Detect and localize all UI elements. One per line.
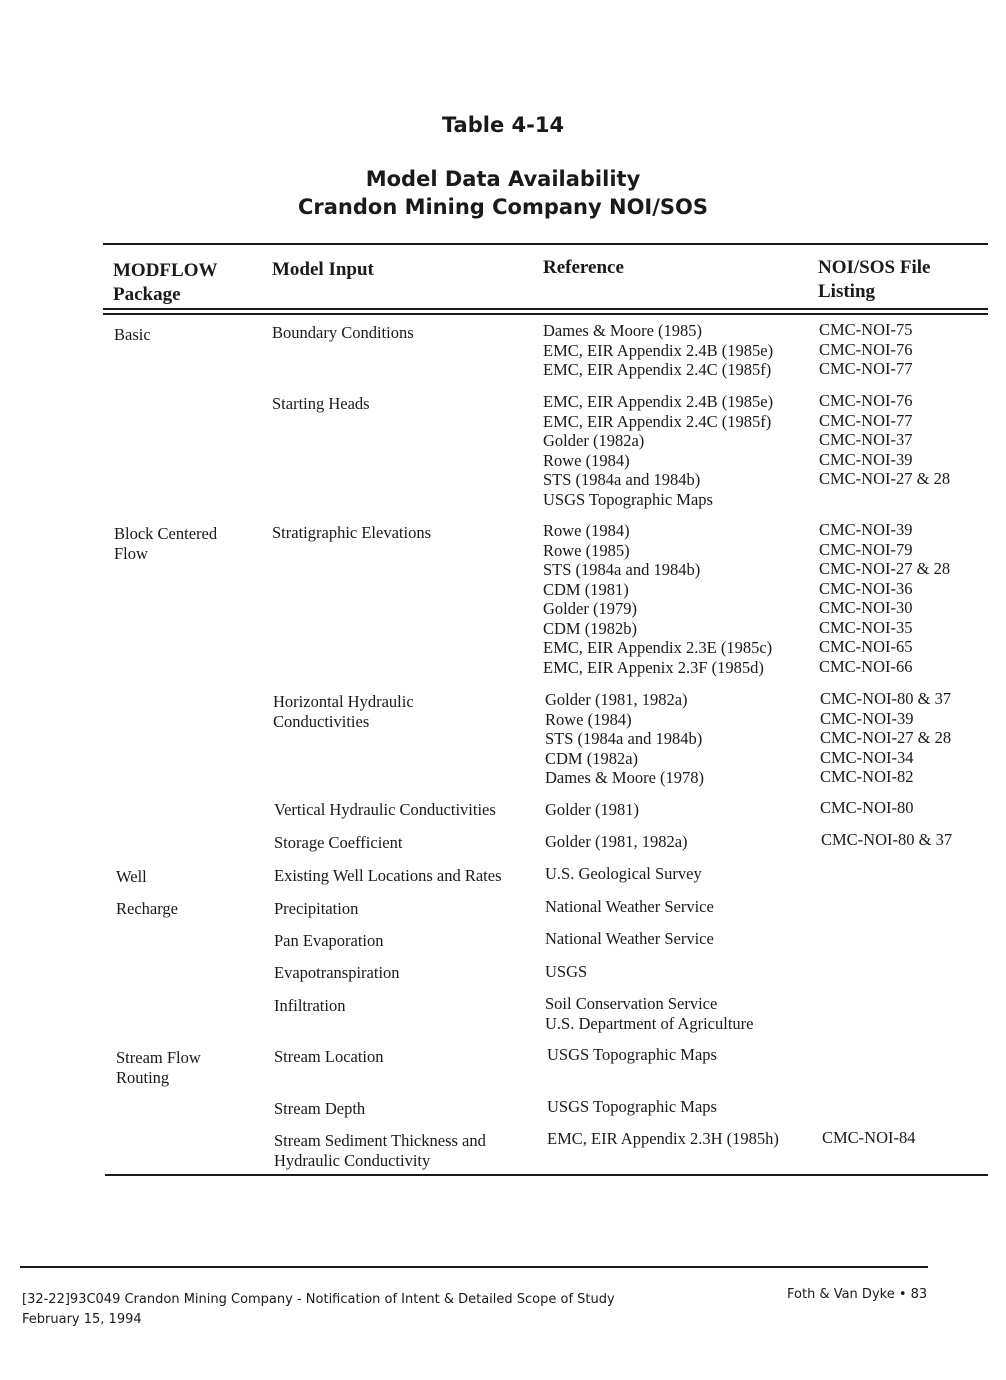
files-vertical-hydraulic-conductivities: CMC-NOI-80 (820, 798, 914, 817)
input-boundary-conditions: Boundary Conditions (272, 323, 414, 342)
refs-precipitation: National Weather Service (545, 897, 714, 916)
files-stream-sediment-thickness: CMC-NOI-84 (822, 1128, 916, 1147)
input-precipitation: Precipitation (274, 899, 359, 918)
input-pan-evaporation: Pan Evaporation (274, 931, 384, 950)
header-package: MODFLOW Package (113, 260, 218, 305)
table-title (0, 165, 1006, 221)
footer-page-number: Foth & Van Dyke • 83 (787, 1287, 928, 1302)
bottom-rule (105, 1174, 988, 1176)
refs-stream-location: USGS Topographic Maps (547, 1045, 717, 1064)
refs-infiltration: Soil Conservation Service U.S. Department of Agriculture (545, 994, 754, 1033)
refs-stream-sediment-thickness: EMC, EIR Appendix 2.3H (1985h) (547, 1129, 779, 1148)
header-model-input: Model Input (272, 259, 374, 280)
header-rule-lower (103, 313, 988, 315)
input-evapotranspiration: Evapotranspiration (274, 963, 400, 982)
table-number: Table 4-14 (441, 113, 565, 137)
input-vertical-hydraulic-conductivities: Vertical Hydraulic Conductivities (274, 800, 496, 819)
footer-document-id: [32-22]93C049 Crandon Mining Company - Notification of Intent & Detailed Scope of Study (22, 1292, 615, 1307)
package-basic: Basic (114, 325, 151, 344)
refs-boundary-conditions: Dames & Moore (1985) EMC, EIR Appendix 2.4B (1985e) EMC, EIR Appendix 2.4C (1985f) (543, 321, 774, 379)
input-starting-heads: Starting Heads (272, 394, 370, 413)
footer-rule (20, 1266, 928, 1268)
header-rule-upper (103, 308, 988, 310)
header-listing: NOI/SOS File Listing (818, 257, 931, 302)
input-stratigraphic-elevations: Stratigraphic Elevations (272, 523, 431, 542)
package-recharge: Recharge (116, 899, 178, 918)
refs-stratigraphic-elevations: Rowe (1984) Rowe (1985) STS (1984a and 1984b) CDM (1981) Golder (1979) CDM (1982b) EMC, EIR Appendix 2.3E (1985c) EMC, EIR Appenix 2.3F (1985d) (543, 521, 773, 677)
input-storage-coefficient: Storage Coefficient (274, 833, 403, 852)
refs-vertical-hydraulic-conductivities: Golder (1981) (545, 800, 639, 819)
package-well: Well (116, 867, 147, 886)
refs-horizontal-hydraulic-conductivities: Golder (1981, 1982a) Rowe (1984) STS (1984a and 1984b) CDM (1982a) Dames & Moore (1978) (545, 690, 705, 787)
files-horizontal-hydraulic-conductivities: CMC-NOI-80 & 37 CMC-NOI-39 CMC-NOI-27 & 28 CMC-NOI-34 CMC-NOI-82 (820, 689, 952, 786)
package-block-centered-flow: Block Centered Flow (114, 524, 218, 563)
package-stream-flow-routing: Stream Flow Routing (116, 1048, 201, 1087)
refs-stream-depth: USGS Topographic Maps (547, 1097, 717, 1116)
refs-evapotranspiration: USGS (545, 962, 588, 981)
input-infiltration: Infiltration (274, 996, 346, 1015)
files-stratigraphic-elevations: CMC-NOI-39 CMC-NOI-79 CMC-NOI-27 & 28 CMC-NOI-36 CMC-NOI-30 CMC-NOI-35 CMC-NOI-65 CMC-NOI-66 (819, 520, 951, 676)
table-title-line1: Model Data Availability (365, 167, 641, 191)
refs-starting-heads: EMC, EIR Appendix 2.4B (1985e) EMC, EIR Appendix 2.4C (1985f) Golder (1982a) Rowe (1984) STS (1984a and 1984b) USGS Topographic Maps (543, 392, 774, 509)
input-existing-well-locations: Existing Well Locations and Rates (274, 866, 502, 885)
input-stream-sediment-thickness: Stream Sediment Thickness and Hydraulic Conductivity (274, 1131, 486, 1170)
files-starting-heads: CMC-NOI-76 CMC-NOI-77 CMC-NOI-37 CMC-NOI-39 CMC-NOI-27 & 28 (819, 391, 951, 488)
files-boundary-conditions: CMC-NOI-75 CMC-NOI-76 CMC-NOI-77 (819, 320, 913, 378)
footer-date: February 15, 1994 (22, 1312, 142, 1327)
refs-pan-evaporation: National Weather Service (545, 929, 714, 948)
refs-existing-well-locations: U.S. Geological Survey (545, 864, 702, 883)
input-stream-location: Stream Location (274, 1047, 384, 1066)
top-rule (103, 243, 988, 245)
header-reference: Reference (543, 257, 624, 278)
input-horizontal-hydraulic-conductivities: Horizontal Hydraulic Conductivities (273, 692, 414, 731)
files-storage-coefficient: CMC-NOI-80 & 37 (821, 830, 953, 849)
input-stream-depth: Stream Depth (274, 1099, 366, 1118)
refs-storage-coefficient: Golder (1981, 1982a) (545, 832, 688, 851)
table-title-line2: Crandon Mining Company NOI/SOS (297, 195, 709, 219)
